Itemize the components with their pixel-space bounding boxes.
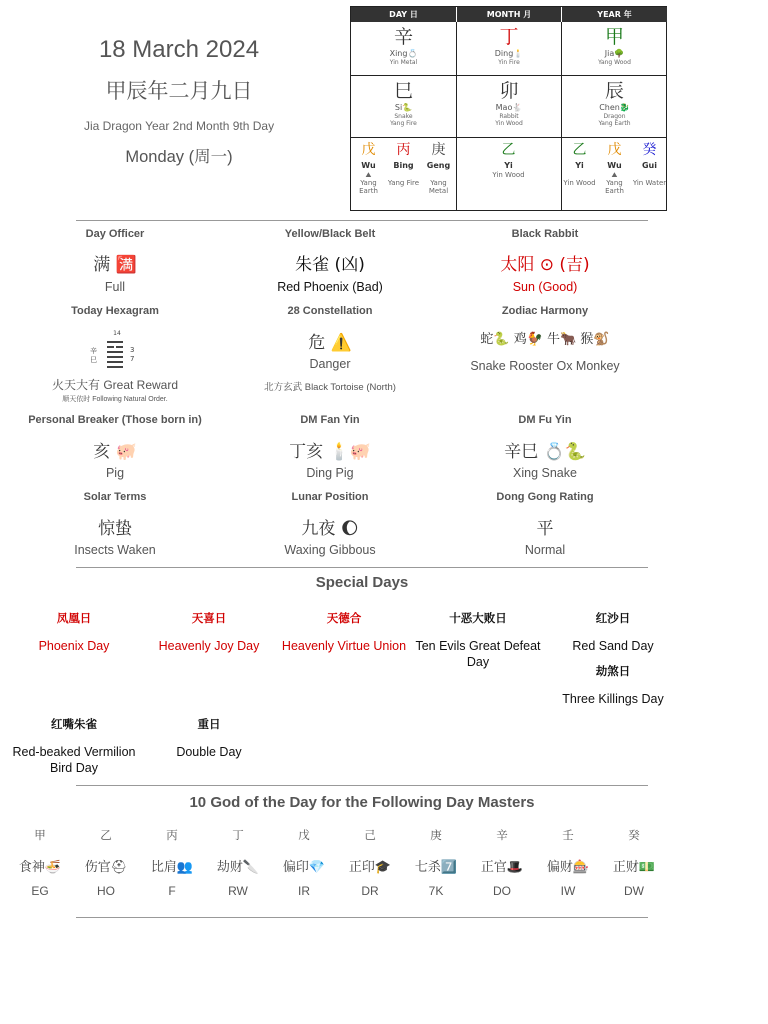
gregorian-date: 18 March 2024	[98, 36, 260, 63]
fu-yin-english: Xing Snake	[513, 466, 577, 480]
ten-gods-stem: 己	[364, 828, 376, 842]
lunar-date-chinese: 甲辰年二月九日	[105, 79, 253, 103]
day-stem-desc: Yin Metal	[389, 59, 418, 66]
month-stem-pinyin: Ding🕯️	[494, 49, 524, 58]
ten-gods-stem: 庚	[430, 828, 442, 842]
hidden-stem	[597, 140, 632, 195]
special-day-cn: 十恶大败日	[449, 611, 507, 625]
ten-gods-stem: 壬	[562, 828, 574, 842]
ten-god-name: 比肩👥	[150, 860, 194, 875]
fan-yin-label: DM Fan Yin	[300, 414, 360, 426]
ten-god-name: 正官🎩	[480, 860, 524, 875]
zodiac-harmony-value: 蛇🐍 鸡🐓 牛🐂 猴🐒	[480, 332, 610, 347]
personal-breaker-value: 亥 🐖	[93, 442, 137, 462]
black-rabbit-english: Sun (Good)	[512, 280, 578, 294]
hidden-stem-char: 戊	[607, 142, 622, 158]
lunar-position-label: Lunar Position	[291, 491, 369, 503]
hexagram-right-bottom: 7	[130, 355, 135, 363]
ten-god-abbr: IW	[560, 884, 576, 898]
lunar-date-english: Jia Dragon Year 2nd Month 9th Day	[83, 119, 275, 133]
ten-god-abbr: RW	[228, 884, 248, 898]
hexagram-left-bottom: 巳	[90, 356, 97, 364]
hidden-stem-char: 乙	[501, 142, 516, 158]
year-stem-cell	[562, 22, 667, 76]
day-stem-char: 辛	[393, 26, 413, 48]
hidden-stem-char: 癸	[642, 142, 657, 158]
day-branch-desc: Yang Fire	[390, 120, 417, 127]
hidden-stem-name: Gui	[641, 161, 657, 170]
ten-god-abbr: F	[168, 884, 176, 898]
solar-terms-value: 惊蛰	[98, 519, 132, 539]
hidden-stem-desc: Yang Fire	[387, 179, 420, 187]
day-branch-animal: Snake	[394, 113, 413, 120]
hexagram-figure	[90, 330, 144, 374]
hidden-stem-desc: Yin Water	[632, 179, 667, 187]
ten-gods-stem: 乙	[100, 828, 112, 842]
hidden-stem-char: 丙	[396, 142, 411, 158]
ten-gods-stem: 癸	[628, 828, 640, 842]
fu-yin-label: DM Fu Yin	[518, 414, 572, 426]
special-day-en: Heavenly Virtue Union	[281, 639, 407, 653]
hexagram-label: Today Hexagram	[71, 305, 159, 317]
belt-value: 朱雀 (凶)	[295, 255, 365, 275]
ten-god-abbr: 7K	[428, 884, 444, 898]
ten-god-abbr: DO	[493, 884, 511, 898]
constellation-note: 北方玄武 Black Tortoise (North)	[264, 382, 396, 393]
hidden-stem-char: 戊	[361, 142, 376, 158]
hidden-stem-name: Bing	[393, 161, 414, 170]
month-branch-animal: Rabbit	[499, 113, 519, 120]
ten-god-name: 伤官⛑	[84, 860, 128, 875]
ten-gods-title: 10 God of the Day for the Following Day Masters	[189, 794, 535, 811]
year-branch-pinyin: Chen🐉	[599, 103, 630, 112]
hidden-stem-name: Geng	[426, 161, 451, 170]
hidden-stem-desc: Yin Wood	[492, 171, 525, 179]
year-branch-desc: Yang Earth	[598, 120, 631, 127]
hidden-stem-name: Wu	[361, 161, 376, 170]
hidden-stem	[491, 140, 526, 179]
special-day-en: Three Killings Day	[562, 692, 664, 706]
pillar-header-month: MONTH 月	[457, 7, 562, 22]
ten-god-name: 七杀7️⃣	[414, 860, 458, 875]
month-stem-char: 丁	[499, 26, 519, 48]
special-day-cn: 劫煞日	[595, 664, 631, 678]
hidden-stem	[386, 140, 421, 187]
year-branch-animal: Dragon	[603, 113, 626, 120]
personal-breaker-label: Personal Breaker (Those born in)	[28, 414, 202, 426]
belt-english: Red Phoenix (Bad)	[277, 280, 383, 294]
black-rabbit-label: Black Rabbit	[511, 228, 579, 240]
day-stem-cell	[351, 22, 457, 76]
hexagram-lines-icon	[106, 340, 124, 370]
fu-yin-value: 辛巳 💍🐍	[504, 442, 586, 462]
month-branch-cell	[457, 76, 562, 138]
constellation-label: 28 Constellation	[287, 305, 373, 317]
day-stem-pinyin: Xing💍	[389, 49, 418, 58]
ten-gods-stem: 戊	[298, 828, 310, 842]
hidden-stem-desc: Yang Metal	[428, 179, 449, 195]
black-rabbit-value: 太阳 ⊙ (吉)	[500, 255, 590, 275]
ten-god-name: 偏印💎	[282, 860, 326, 875]
ten-gods-stem: 辛	[496, 828, 508, 842]
ten-gods-stem: 丁	[232, 828, 244, 842]
special-day-en: Red Sand Day	[572, 639, 654, 653]
ten-gods-stem: 丙	[166, 828, 178, 842]
ten-god-abbr: EG	[31, 884, 49, 898]
hidden-stem-name: Yi	[504, 161, 513, 170]
special-day-cn: 红嘴朱雀	[51, 717, 97, 731]
special-day-cn: 红沙日	[595, 611, 631, 625]
zodiac-harmony-label: Zodiac Harmony	[501, 305, 589, 317]
special-day-en: Heavenly Joy Day	[158, 639, 260, 653]
dong-gong-label: Dong Gong Rating	[496, 491, 594, 503]
month-branch-char: 卯	[499, 80, 519, 102]
year-stem-desc: Yang Wood	[598, 59, 631, 66]
month-stem-desc: Yin Fire	[498, 59, 520, 66]
divider	[76, 567, 648, 568]
ten-god-abbr: HO	[97, 884, 115, 898]
mountain-icon: ⛰	[365, 171, 372, 179]
dong-gong-value: 平	[536, 519, 554, 539]
year-hidden-stems	[562, 138, 667, 210]
fan-yin-english: Ding Pig	[306, 466, 354, 480]
hidden-stem	[632, 140, 667, 187]
special-day-en: Ten Evils Great Defeat Day	[415, 639, 541, 669]
dong-gong-english: Normal	[524, 543, 566, 557]
hexagram-right-top: 3	[130, 346, 135, 354]
solar-terms-label: Solar Terms	[83, 491, 147, 503]
special-day-cn: 凤凰日	[56, 611, 92, 625]
special-day-en: Red-beaked Vermilion Bird Day	[12, 745, 136, 775]
hidden-stem-spacer	[562, 171, 597, 179]
fan-yin-value: 丁亥 🕯️🐖	[289, 442, 371, 462]
hexagram-name: 火天大有 Great Reward	[51, 378, 179, 392]
hidden-stem-spacer	[421, 171, 456, 179]
month-branch-pinyin: Mao🐇	[495, 103, 523, 112]
special-day-en: Phoenix Day	[38, 639, 110, 653]
ten-god-abbr: DW	[624, 884, 644, 898]
hidden-stem-char: 乙	[572, 142, 587, 158]
special-day-cn: 天喜日	[191, 611, 227, 625]
divider	[76, 785, 648, 786]
weekday: Monday (周一)	[125, 148, 233, 166]
hidden-stem-name: Yi	[575, 161, 584, 170]
day-branch-char: 巳	[393, 80, 413, 102]
hidden-stem-spacer	[632, 171, 667, 179]
date-header	[40, 34, 318, 168]
zodiac-harmony-english: Snake Rooster Ox Monkey	[470, 359, 620, 373]
ten-god-name: 食神🍜	[18, 860, 62, 875]
hidden-stem-desc: Yang Earth	[605, 179, 624, 195]
hexagram-left-top: 辛	[90, 347, 97, 355]
year-branch-cell	[562, 76, 667, 138]
pillar-header-year: YEAR 年	[562, 7, 667, 22]
hexagram-number: 14	[113, 330, 121, 337]
lunar-position-english: Waxing Gibbous	[284, 543, 376, 557]
hidden-stem-name: Wu	[607, 161, 622, 170]
personal-breaker-english: Pig	[105, 466, 125, 480]
day-branch-cell	[351, 76, 457, 138]
lunar-position-value: 九夜 🌔	[301, 519, 359, 539]
solar-terms-english: Insects Waken	[74, 543, 156, 557]
hidden-stem	[421, 140, 456, 195]
month-hidden-stems	[457, 138, 562, 210]
special-day-en: Double Day	[176, 745, 242, 759]
constellation-english: Danger	[309, 357, 351, 371]
ten-god-name: 正财💵	[612, 860, 656, 875]
day-officer-value: 满 🈵	[93, 255, 137, 275]
day-branch-pinyin: Si🐍	[394, 103, 413, 112]
ten-gods-stem: 甲	[34, 828, 46, 842]
hidden-stem-spacer	[386, 171, 421, 179]
ten-god-abbr: DR	[361, 884, 379, 898]
ten-god-abbr: IR	[298, 884, 310, 898]
month-stem-cell	[457, 22, 562, 76]
hidden-stem-desc: Yang Earth	[359, 179, 378, 195]
belt-label: Yellow/Black Belt	[284, 228, 376, 240]
ten-god-name: 偏财🎰	[546, 860, 590, 875]
day-officer-english: Full	[104, 280, 126, 294]
hidden-stem-desc: Yin Wood	[563, 179, 596, 187]
month-branch-desc: Yin Wood	[495, 120, 523, 127]
hidden-stem	[562, 140, 597, 187]
constellation-value: 危 ⚠️	[308, 333, 352, 353]
divider	[76, 917, 648, 918]
hexagram-note: 顺天依时 Following Natural Order.	[62, 396, 168, 403]
pillar-header-day: DAY 日	[351, 7, 457, 22]
four-pillars-table	[350, 6, 667, 211]
ten-god-name: 劫财🔪	[216, 860, 260, 875]
special-day-cn: 重日	[197, 717, 221, 731]
special-day-cn: 天德合	[326, 611, 362, 625]
year-stem-char: 甲	[604, 26, 624, 48]
day-officer-label: Day Officer	[85, 228, 145, 240]
mountain-icon: ⛰	[611, 171, 618, 179]
hidden-stem-char: 庚	[431, 142, 446, 158]
day-hidden-stems	[351, 138, 457, 210]
special-days-title: Special Days	[315, 574, 409, 591]
ten-god-name: 正印🎓	[348, 860, 392, 875]
year-branch-char: 辰	[604, 80, 624, 102]
hidden-stem	[351, 140, 386, 195]
divider	[76, 220, 648, 221]
year-stem-pinyin: Jia🌳	[604, 49, 625, 58]
